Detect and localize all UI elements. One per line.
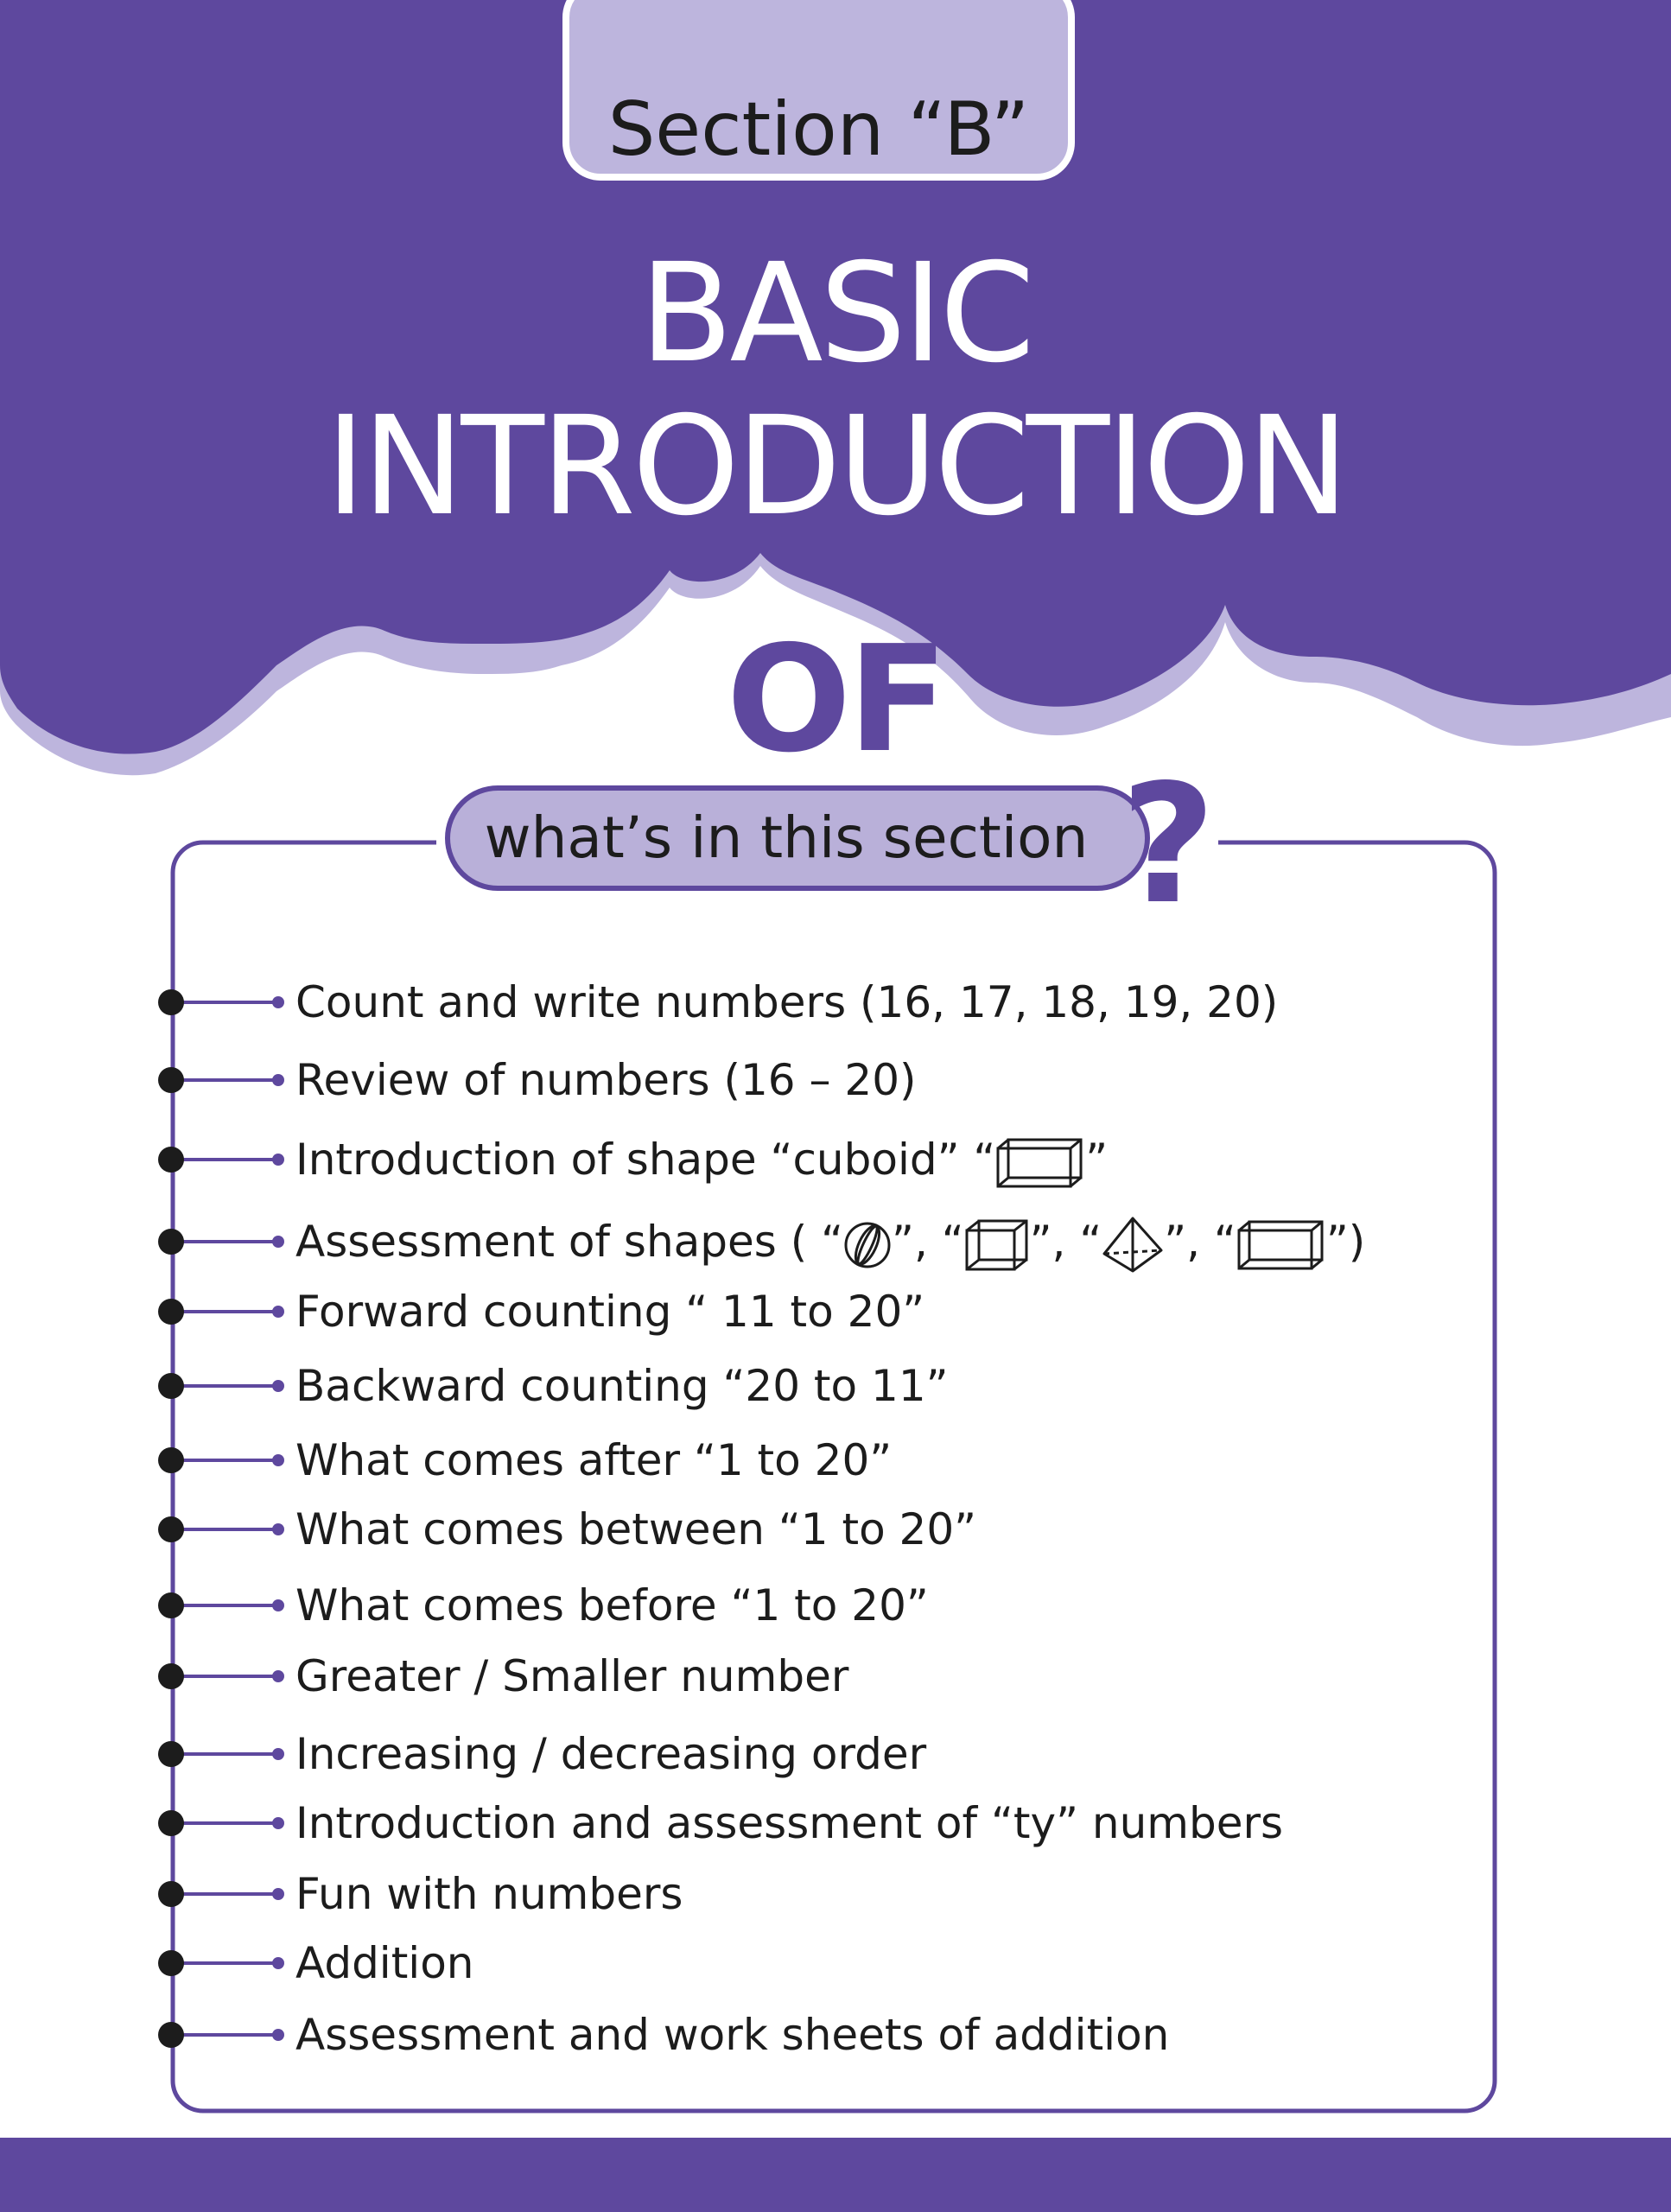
connector-6	[158, 1373, 284, 1399]
pyramid-icon	[1102, 1216, 1164, 1274]
list-item: Fun with numbers	[295, 1869, 683, 1919]
list-item-text: ”, “	[1164, 1217, 1236, 1267]
connector-9	[158, 1592, 284, 1618]
sphere-icon	[843, 1218, 892, 1272]
list-item-text: Assessment of shapes ( “	[295, 1217, 844, 1267]
cuboid-icon	[1236, 1218, 1326, 1272]
connector-1	[158, 989, 284, 1015]
footer-bar	[0, 2138, 1671, 2212]
list-item	[295, 1211, 1365, 1274]
question-mark-icon: ?	[1120, 749, 1217, 940]
connector-3	[158, 1147, 284, 1173]
title-of: OF	[726, 614, 945, 785]
connector-2	[158, 1067, 284, 1093]
connector-8	[158, 1516, 284, 1542]
timeline	[158, 989, 284, 2048]
cuboid-icon	[995, 1136, 1085, 1190]
list-item: What comes before “1 to 20”	[295, 1580, 929, 1630]
list-item-text: ”	[1085, 1135, 1109, 1185]
connector-4	[158, 1229, 284, 1255]
list-item-text: ”, “	[1029, 1217, 1102, 1267]
list-item: Increasing / decreasing order	[295, 1729, 927, 1779]
connector-14	[158, 1950, 284, 1976]
list-item: Assessment and work sheets of addition	[295, 2010, 1170, 2060]
list-item: What comes between “1 to 20”	[295, 1504, 977, 1554]
list-item: Backward counting “20 to 11”	[295, 1361, 949, 1411]
section-tab-label: Section “B”	[607, 86, 1030, 173]
connector-5	[158, 1299, 284, 1325]
connector-11	[158, 1741, 284, 1767]
list-item-text: ”, “	[892, 1217, 964, 1267]
title-line-1: BASIC	[639, 234, 1032, 393]
list-item: Greater / Smaller number	[295, 1651, 849, 1701]
list-item: Addition	[295, 1938, 474, 1988]
title-line-2: INTRODUCTION	[325, 387, 1346, 546]
list-item-text: Introduction of shape “cuboid” “	[295, 1135, 996, 1185]
connector-13	[158, 1881, 284, 1907]
connector-10	[158, 1663, 284, 1689]
list-item	[295, 1129, 1108, 1190]
connector-15	[158, 2022, 284, 2048]
contents-banner-label: what’s in this section	[484, 804, 1089, 871]
cube-icon	[964, 1218, 1030, 1272]
list-item: Forward counting “ 11 to 20”	[295, 1287, 925, 1337]
connector-12	[158, 1810, 284, 1836]
list-item: Count and write numbers (16, 17, 18, 19, 20)	[295, 977, 1279, 1027]
list-item: Review of numbers (16 – 20)	[295, 1055, 917, 1105]
list-item: What comes after “1 to 20”	[295, 1435, 893, 1485]
list-item-text: ”)	[1325, 1217, 1366, 1267]
connector-7	[158, 1447, 284, 1473]
list-item: Introduction and assessment of “ty” numbers	[295, 1798, 1284, 1848]
